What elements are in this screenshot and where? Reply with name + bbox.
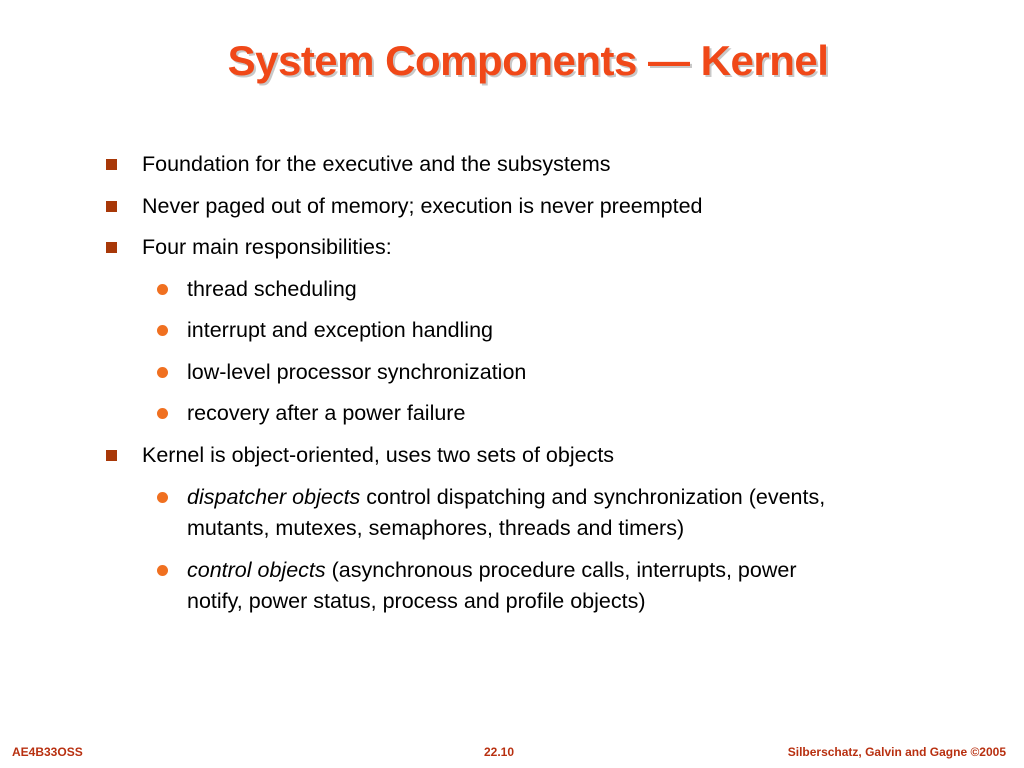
term-description: control dispatching and synchronization (events, [360, 485, 826, 509]
sub-bullet-item [187, 555, 967, 617]
sub-bullet-item: interrupt and exception handling [187, 318, 493, 342]
bullet-item: Four main responsibilities: [142, 235, 392, 259]
bullet-item: Foundation for the executive and the subsystems [142, 152, 611, 176]
footer-copyright: Silberschatz, Galvin and Gagne ©2005 [787, 745, 1006, 759]
term-description: (asynchronous procedure calls, interrupts, power [325, 558, 797, 582]
round-bullet-icon [157, 492, 168, 503]
sub-bullet-item [187, 482, 967, 544]
term-control-objects: control objects [187, 558, 326, 582]
sub-bullet-item: low-level processor synchronization [187, 360, 527, 384]
slide-title: System Components — Kernel [227, 37, 829, 84]
sub-bullet-line: mutants, mutexes, semaphores, threads and timers) [187, 516, 685, 540]
round-bullet-icon [157, 325, 168, 336]
square-bullet-icon [106, 201, 117, 212]
square-bullet-icon [106, 242, 117, 253]
footer-page-number: 22.10 [484, 745, 515, 759]
footer-course: AE4B33OSS [12, 745, 83, 759]
sub-bullet-line: notify, power status, process and profile objects) [187, 589, 646, 613]
square-bullet-icon [106, 159, 117, 170]
square-bullet-icon [106, 450, 117, 461]
sub-bullet-item: recovery after a power failure [187, 401, 466, 425]
round-bullet-icon [157, 408, 168, 419]
round-bullet-icon [157, 284, 168, 295]
bullet-item: Never paged out of memory; execution is never preempted [142, 194, 703, 218]
bullet-item: Kernel is object-oriented, uses two sets of objects [142, 443, 615, 467]
round-bullet-icon [157, 367, 168, 378]
sub-bullet-item: thread scheduling [187, 277, 357, 301]
sub-bullet-line [187, 482, 967, 513]
term-dispatcher-objects: dispatcher objects [187, 485, 361, 509]
sub-bullet-line [187, 555, 967, 586]
round-bullet-icon [157, 565, 168, 576]
